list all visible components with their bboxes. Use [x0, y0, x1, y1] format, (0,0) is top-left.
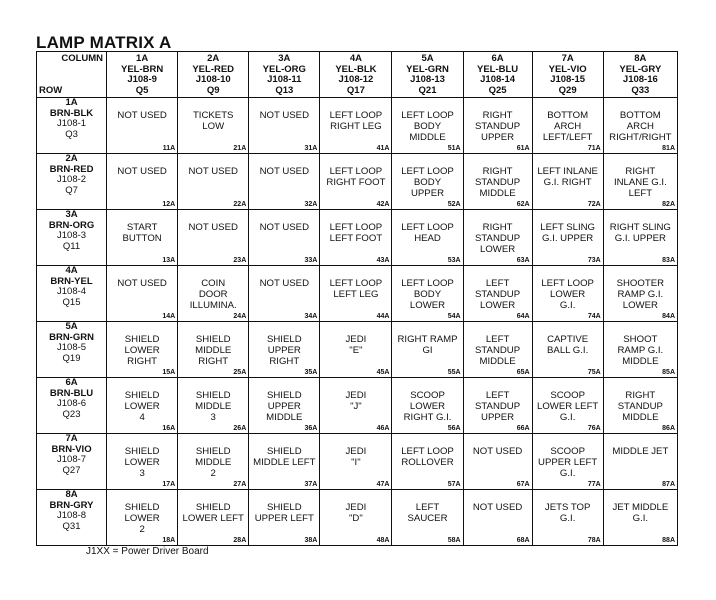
lamp-code: 53A [447, 257, 461, 264]
column-color: YEL-VIO [548, 63, 587, 75]
lamp-cell [320, 322, 392, 378]
lamp-code: 62A [516, 201, 530, 208]
lamp-cell [107, 434, 178, 490]
column-num: 6A [491, 53, 504, 64]
matrix-row-8a [37, 490, 678, 546]
lamp-code: 12A [162, 201, 176, 208]
lamp-cell [463, 266, 532, 322]
column-pin: J108-16 [622, 74, 658, 85]
lamp-cell [532, 266, 603, 322]
row-transistor: Q31 [62, 520, 81, 532]
lamp-cell [603, 490, 677, 546]
column-header-6a [463, 52, 532, 98]
lamp-code: 52A [447, 201, 461, 208]
lamp-cell [463, 210, 532, 266]
lamp-code: 55A [447, 369, 461, 376]
lamp-label: SCOOP LOWER LEFT G.I. [536, 390, 599, 423]
lamp-label: NOT USED [117, 166, 167, 177]
column-transistor: Q29 [558, 84, 577, 96]
lamp-code: 44A [376, 313, 390, 320]
lamp-cell [392, 434, 463, 490]
lamp-label: NOT USED [117, 110, 167, 121]
lamp-cell [320, 98, 392, 154]
lamp-code: 26A [233, 425, 247, 432]
lamp-cell [320, 266, 392, 322]
row-pin: J108-2 [57, 174, 87, 185]
lamp-code: 77A [587, 481, 601, 488]
lamp-code: 72A [587, 201, 601, 208]
lamp-code: 18A [162, 537, 176, 544]
row-transistor: Q19 [62, 352, 81, 364]
column-num: 7A [561, 53, 574, 64]
lamp-code: 17A [162, 481, 176, 488]
lamp-cell [392, 210, 463, 266]
row-header-3a [37, 210, 107, 266]
column-transistor: Q5 [135, 84, 149, 96]
lamp-cell [603, 434, 677, 490]
lamp-code: 67A [516, 481, 530, 488]
lamp-label: LEFT STANDUP MIDDLE [475, 334, 521, 367]
lamp-cell [603, 210, 677, 266]
lamp-cell [320, 210, 392, 266]
lamp-code: 36A [304, 425, 318, 432]
row-pin: J108-7 [57, 454, 87, 465]
row-color: BRN-GRN [49, 331, 94, 343]
column-header-row [37, 52, 678, 98]
lamp-cell [603, 98, 677, 154]
lamp-label: JEDI "J" [345, 390, 367, 412]
column-pin: J108-10 [195, 74, 231, 85]
lamp-code: 56A [447, 425, 461, 432]
lamp-cell [107, 98, 178, 154]
row-pin: J108-1 [57, 118, 87, 129]
lamp-cell [107, 490, 178, 546]
row-num: 8A [65, 489, 78, 500]
row-num: 6A [65, 377, 78, 388]
lamp-label: NOT USED [472, 502, 523, 513]
row-num: 3A [65, 209, 78, 220]
column-header-4a [320, 52, 392, 98]
lamp-label: SHIELD LOWER 4 [124, 390, 160, 423]
lamp-cell [463, 434, 532, 490]
lamp-label: JET MIDDLE G.I. [612, 502, 669, 524]
lamp-label: LEFT LOOP LEFT FOOT [329, 222, 383, 244]
lamp-code: 74A [587, 313, 601, 320]
lamp-code: 88A [662, 537, 675, 544]
row-header-5a [37, 322, 107, 378]
lamp-label: SHIELD MIDDLE 3 [195, 390, 232, 423]
lamp-label: RIGHT INLANE G.I. LEFT [613, 166, 667, 199]
lamp-label: LEFT SAUCER [407, 502, 448, 524]
lamp-code: 37A [304, 481, 318, 488]
lamp-cell [392, 266, 463, 322]
lamp-label: RIGHT SLING G.I. UPPER [609, 222, 671, 244]
lamp-label: LEFT LOOP HEAD [401, 222, 454, 244]
lamp-code: 38A [304, 537, 318, 544]
column-pin: J108-13 [410, 74, 445, 85]
lamp-code: 75A [587, 369, 601, 376]
lamp-label: LEFT LOOP LEFT LEG [329, 278, 383, 300]
lamp-label: TICKETS LOW [192, 110, 234, 132]
row-color: BRN-GRY [49, 499, 94, 511]
lamp-code: 45A [376, 369, 390, 376]
lamp-label: SHIELD LOWER 3 [124, 446, 160, 479]
column-transistor: Q33 [631, 84, 650, 96]
lamp-label: SHIELD MIDDLE 2 [195, 446, 232, 479]
matrix-row-1a [37, 98, 678, 154]
lamp-label: LEFT LOOP BODY LOWER [401, 278, 454, 311]
column-color: YEL-BLK [335, 63, 377, 75]
lamp-label: NOT USED [259, 110, 309, 121]
lamp-cell [178, 434, 249, 490]
lamp-label: CAPTIVE BALL G.I. [547, 334, 589, 356]
lamp-code: 63A [516, 257, 530, 264]
column-pin: J108-15 [550, 74, 586, 85]
row-header-7a [37, 434, 107, 490]
row-num: 5A [65, 321, 78, 332]
lamp-code: 41A [376, 145, 390, 152]
lamp-code: 64A [516, 313, 530, 320]
column-transistor: Q21 [418, 84, 437, 96]
lamp-cell [178, 490, 249, 546]
lamp-code: 86A [662, 425, 675, 432]
lamp-label: SHIELD UPPER RIGHT [266, 334, 302, 367]
lamp-label: BOTTOM ARCH RIGHT/RIGHT [609, 110, 672, 143]
row-pin: J108-8 [57, 510, 87, 521]
lamp-code: 48A [376, 537, 390, 544]
lamp-label: SCOOP LOWER RIGHT G.I. [403, 390, 452, 423]
lamp-code: 15A [162, 369, 176, 376]
lamp-code: 14A [162, 313, 176, 320]
lamp-label: JEDI "D" [345, 502, 367, 524]
lamp-cell [107, 322, 178, 378]
lamp-cell [603, 378, 677, 434]
column-header-3a [249, 52, 320, 98]
column-header-7a [532, 52, 603, 98]
lamp-label: RIGHT RAMP GI [397, 334, 458, 356]
lamp-cell [178, 210, 249, 266]
lamp-cell [532, 490, 603, 546]
column-color: YEL-BLU [476, 63, 519, 75]
lamp-label: LEFT INLANE G.I. RIGHT [537, 166, 598, 188]
row-color: BRN-BLK [49, 107, 94, 119]
lamp-label: JEDI "I" [345, 446, 367, 468]
lamp-label: START BUTTON [122, 222, 162, 244]
lamp-label: SHIELD UPPER LEFT [254, 502, 314, 524]
lamp-cell [463, 322, 532, 378]
lamp-label: RIGHT STANDUP MIDDLE [475, 166, 521, 199]
row-header-4a [37, 266, 107, 322]
lamp-label: JETS TOP G.I. [544, 502, 591, 524]
row-num: 1A [65, 97, 78, 108]
lamp-cell [178, 98, 249, 154]
row-transistor: Q11 [62, 240, 81, 252]
lamp-cell [392, 322, 463, 378]
column-header-2a [178, 52, 249, 98]
matrix-row-5a [37, 322, 678, 378]
column-color: YEL-GRY [619, 63, 662, 75]
lamp-label: RIGHT STANDUP UPPER [475, 110, 521, 143]
lamp-cell [320, 490, 392, 546]
row-header-2a [37, 154, 107, 210]
lamp-label: RIGHT STANDUP LOWER [475, 222, 521, 255]
lamp-cell [532, 98, 603, 154]
lamp-code: 27A [233, 481, 247, 488]
column-transistor: Q13 [275, 84, 294, 96]
lamp-cell [532, 322, 603, 378]
lamp-label: NOT USED [188, 166, 238, 177]
lamp-code: 58A [447, 537, 461, 544]
lamp-cell [463, 154, 532, 210]
lamp-code: 16A [162, 425, 176, 432]
row-transistor: Q27 [62, 464, 81, 476]
lamp-code: 11A [162, 145, 176, 152]
lamp-code: 82A [662, 201, 675, 208]
lamp-cell [249, 434, 320, 490]
matrix-row-7a [37, 434, 678, 490]
lamp-cell [178, 378, 249, 434]
lamp-cell [249, 490, 320, 546]
row-num: 2A [65, 153, 78, 164]
lamp-code: 33A [304, 257, 318, 264]
lamp-label: SHOOTER RAMP G.I. LOWER [616, 278, 665, 311]
column-header-8a [603, 52, 677, 98]
lamp-label: LEFT LOOP RIGHT LEG [329, 110, 383, 132]
lamp-cell [249, 322, 320, 378]
column-transistor: Q25 [488, 84, 507, 96]
lamp-cell [178, 154, 249, 210]
row-color: BRN-BLU [49, 387, 94, 399]
matrix-row-3a [37, 210, 678, 266]
lamp-cell [603, 322, 677, 378]
lamp-code: 73A [587, 257, 601, 264]
matrix-row-2a [37, 154, 678, 210]
lamp-cell [249, 210, 320, 266]
lamp-label: SCOOP UPPER LEFT G.I. [538, 446, 598, 479]
lamp-code: 24A [233, 313, 247, 320]
lamp-cell [532, 378, 603, 434]
row-pin: J108-4 [57, 286, 87, 297]
page-title: LAMP MATRIX A [36, 33, 172, 52]
row-color: BRN-ORG [48, 219, 95, 231]
row-header-1a [37, 98, 107, 154]
lamp-label: LEFT STANDUP LOWER [475, 278, 521, 311]
lamp-code: 87A [662, 481, 675, 488]
lamp-label: RIGHT STANDUP MIDDLE [617, 390, 663, 423]
lamp-cell [320, 154, 392, 210]
lamp-label: LEFT LOOP RIGHT FOOT [326, 166, 386, 188]
lamp-label: SHIELD LOWER LEFT [182, 502, 244, 524]
row-color: BRN-VIO [51, 443, 92, 455]
lamp-label: NOT USED [117, 278, 167, 289]
row-transistor: Q3 [65, 128, 78, 140]
column-num: 2A [207, 53, 220, 64]
lamp-cell [532, 434, 603, 490]
column-color: YEL-ORG [262, 63, 306, 75]
lamp-label: SHIELD LOWER 2 [124, 502, 160, 535]
lamp-cell [392, 154, 463, 210]
lamp-cell [107, 378, 178, 434]
lamp-cell [249, 98, 320, 154]
column-transistor: Q17 [346, 84, 365, 96]
lamp-cell [249, 266, 320, 322]
column-num: 8A [634, 53, 647, 64]
lamp-cell [463, 98, 532, 154]
lamp-code: 35A [304, 369, 318, 376]
row-num: 7A [65, 433, 78, 444]
lamp-cell [107, 210, 178, 266]
lamp-label: COIN DOOR ILLUMINA. [189, 278, 237, 311]
row-header-6a [37, 378, 107, 434]
lamp-code: 21A [233, 145, 247, 152]
row-corner-label: ROW [39, 84, 63, 96]
lamp-code: 43A [376, 257, 390, 264]
lamp-code: 51A [447, 145, 461, 152]
lamp-code: 13A [162, 257, 176, 264]
lamp-label: SHOOT RAMP G.I. MIDDLE [617, 334, 664, 367]
lamp-label: SHIELD MIDDLE LEFT [253, 446, 316, 468]
column-header-1a [107, 52, 178, 98]
row-color: BRN-YEL [50, 275, 93, 287]
lamp-cell [392, 378, 463, 434]
lamp-cell [320, 434, 392, 490]
lamp-cell [107, 266, 178, 322]
lamp-code: 61A [516, 145, 530, 152]
lamp-label: NOT USED [259, 166, 309, 177]
lamp-label: NOT USED [472, 446, 523, 457]
row-header-8a [37, 490, 107, 546]
row-pin: J108-6 [57, 398, 87, 409]
lamp-cell [603, 266, 677, 322]
column-header-5a [392, 52, 463, 98]
lamp-cell [249, 154, 320, 210]
lamp-code: 47A [376, 481, 390, 488]
column-color: YEL-RED [192, 63, 235, 75]
lamp-code: 42A [376, 201, 390, 208]
lamp-code: 22A [233, 201, 247, 208]
column-num: 4A [349, 53, 362, 64]
lamp-label: LEFT LOOP BODY MIDDLE [401, 110, 454, 143]
matrix-row-6a [37, 378, 678, 434]
column-transistor: Q9 [206, 84, 220, 96]
lamp-cell [320, 378, 392, 434]
row-transistor: Q15 [62, 296, 81, 308]
lamp-code: 66A [516, 425, 530, 432]
lamp-code: 83A [662, 257, 675, 264]
matrix-body [37, 98, 678, 546]
lamp-label: SHIELD LOWER RIGHT [124, 334, 160, 367]
corner-cell [37, 52, 107, 98]
lamp-label: LEFT SLING G.I. UPPER [540, 222, 596, 244]
lamp-label: MIDDLE JET [612, 446, 669, 457]
lamp-code: 57A [447, 481, 461, 488]
lamp-code: 32A [304, 201, 318, 208]
lamp-code: 76A [587, 425, 601, 432]
lamp-code: 23A [233, 257, 247, 264]
lamp-code: 28A [233, 537, 247, 544]
row-color: BRN-RED [49, 163, 94, 175]
lamp-cell [463, 490, 532, 546]
row-pin: J108-3 [57, 230, 87, 241]
column-num: 1A [136, 53, 149, 64]
lamp-cell [249, 378, 320, 434]
lamp-code: 84A [662, 313, 675, 320]
row-pin: J108-5 [57, 342, 87, 353]
lamp-label: LEFT LOOP BODY UPPER [401, 166, 454, 199]
lamp-cell [532, 154, 603, 210]
lamp-code: 46A [376, 425, 390, 432]
column-num: 5A [421, 53, 434, 64]
lamp-label: LEFT LOOP ROLLOVER [401, 446, 454, 468]
lamp-code: 31A [304, 145, 318, 152]
row-transistor: Q7 [65, 184, 78, 196]
lamp-code: 85A [662, 369, 675, 376]
column-pin: J108-12 [338, 74, 374, 85]
lamp-cell [603, 154, 677, 210]
lamp-cell [532, 210, 603, 266]
lamp-label: SHIELD MIDDLE RIGHT [195, 334, 232, 367]
lamp-label: NOT USED [259, 278, 309, 289]
lamp-cell [392, 98, 463, 154]
column-pin: J108-11 [267, 74, 302, 85]
lamp-label: SHIELD UPPER MIDDLE [266, 390, 303, 423]
lamp-label: BOTTOM ARCH LEFT/LEFT [542, 110, 593, 143]
lamp-code: 81A [662, 145, 675, 152]
lamp-cell [392, 490, 463, 546]
column-color: YEL-GRN [406, 63, 449, 75]
column-pin: J108-9 [127, 74, 157, 85]
lamp-label: LEFT LOOP LOWER G.I. [541, 278, 594, 311]
column-corner-label: COLUMN [61, 53, 104, 64]
footnote: J1XX = Power Driver Board [86, 546, 209, 557]
lamp-code: 71A [587, 145, 601, 152]
lamp-cell [178, 322, 249, 378]
lamp-label: JEDI "E" [345, 334, 367, 356]
lamp-label: LEFT STANDUP UPPER [475, 390, 521, 423]
lamp-label: NOT USED [188, 222, 238, 233]
column-pin: J108-14 [480, 74, 516, 85]
lamp-code: 25A [233, 369, 247, 376]
lamp-cell [178, 266, 249, 322]
matrix-row-4a [37, 266, 678, 322]
lamp-code: 34A [304, 313, 318, 320]
column-num: 3A [278, 53, 291, 64]
lamp-code: 78A [587, 537, 601, 544]
column-color: YEL-BRN [120, 63, 164, 75]
row-num: 4A [65, 265, 78, 276]
lamp-cell [107, 154, 178, 210]
lamp-code: 68A [516, 537, 530, 544]
lamp-matrix-table [36, 51, 678, 546]
row-transistor: Q23 [62, 408, 81, 420]
lamp-code: 65A [516, 369, 530, 376]
lamp-code: 54A [447, 313, 461, 320]
lamp-cell [463, 378, 532, 434]
lamp-label: NOT USED [259, 222, 309, 233]
